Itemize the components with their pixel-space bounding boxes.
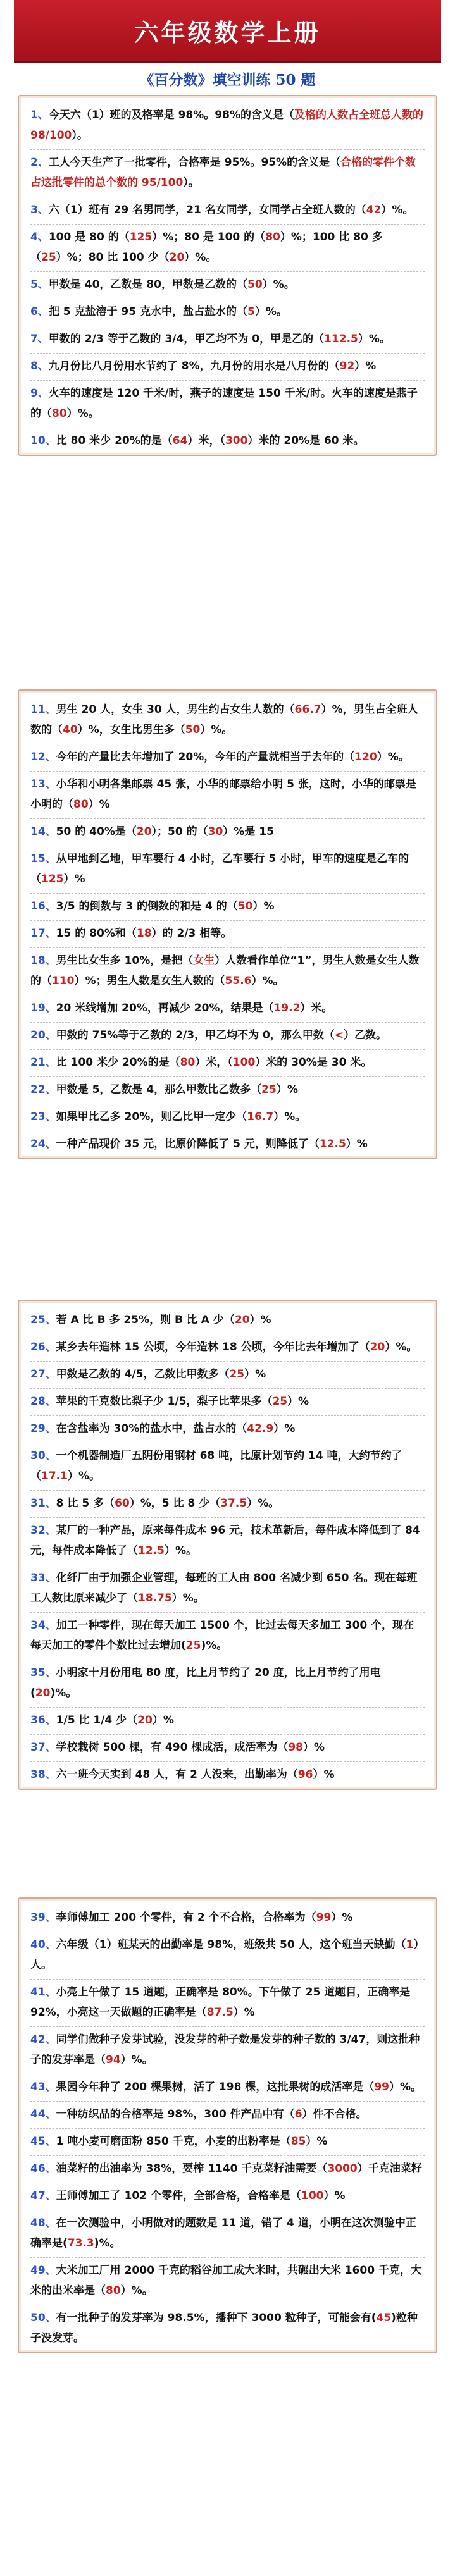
question-number: 28、 (30, 1395, 56, 1408)
answer-text: 45 (376, 2312, 392, 2324)
question-text: ）的 2/3 相等。 (151, 927, 232, 940)
question-item (30, 744, 425, 772)
question-text: ）%。 (273, 1111, 306, 1123)
question-text: ）米的 30%是 30 米。 (255, 1056, 372, 1069)
question-text: ）米，（ (195, 1056, 233, 1069)
question-item (30, 2156, 425, 2183)
question-text: 有一批种子的发芽率为 98.5%，播种下 3000 粒种子，可能会有( (56, 2312, 377, 2324)
question-text: )%。 (201, 1639, 228, 1652)
question-item (30, 354, 425, 381)
question-text: ）人数看作单位“1”，男生人数是女生人数的（ (30, 954, 420, 987)
question-text: 六年级（1）班某天的出勤率是 98%，班级共 50 人，这个班当天缺勤（ (56, 1938, 406, 1951)
question-number: 21、 (30, 1056, 56, 1069)
question-number: 22、 (30, 1083, 56, 1096)
question-number: 33、 (30, 1572, 56, 1584)
question-text: ）%。 (389, 2081, 422, 2093)
question-text: 今天六（1）班的及格率是 98%。98%的含义是（ (48, 109, 294, 121)
question-text: 某乡去年造林 15 公顷，今年造林 18 公顷，今年比去年增加了（ (56, 1341, 370, 1353)
question-text: ）% (306, 2135, 328, 2148)
question-text: 小亮上午做了 15 道题，正确率是 80%。下午做了 25 道题目，正确率是 92%，小亮这一天做题的正确率是（ (30, 1986, 411, 2019)
answer-text: 125 (129, 231, 153, 243)
question-text: 果园今年种了 200 棵果树，活了 198 棵，这批果树的成活率是（ (56, 2081, 375, 2093)
question-number: 27、 (30, 1368, 56, 1381)
question-text: 甲数的 75%等于乙数的 2/3，甲乙均不为 0，那么甲数（ (56, 1029, 335, 1042)
answer-text: 50 (247, 278, 263, 291)
question-text: ）% (331, 1911, 353, 1924)
question-number: 35、 (30, 1667, 56, 1679)
page-subtitle: 《百分数》填空训练 50 题 (139, 71, 316, 89)
question-text: )粒种子没发芽。 (30, 2312, 418, 2345)
question-number: 5、 (30, 278, 49, 291)
question-item (30, 150, 425, 197)
answer-text: 73.3 (67, 2237, 94, 2250)
question-text: 50 的 40%是（ (56, 825, 137, 838)
answer-text: 80 (52, 407, 67, 420)
question-item (30, 1307, 425, 1334)
question-text: 如果甲比乙多 20%，则乙比甲一定少（ (56, 1111, 247, 1123)
question-text: 同学们做种子发芽试验，没发芽的种子数是发芽的种子数的 3/47，则这批种子的发芽率是（ (30, 2033, 420, 2066)
question-number: 13、 (30, 778, 56, 791)
answer-text: 5 (247, 305, 255, 318)
question-number: 46、 (30, 2162, 56, 2175)
question-number: 19、 (30, 1002, 56, 1014)
question-item (30, 2210, 425, 2258)
question-text: ）% (346, 1138, 368, 1150)
question-number: 42、 (30, 2033, 56, 2046)
question-text: ）% (88, 798, 110, 811)
question-text: 100 是 80 的（ (48, 231, 130, 243)
question-number: 36、 (30, 1714, 56, 1727)
question-number: 40、 (30, 1938, 56, 1951)
answer-text: 19.2 (273, 1002, 301, 1014)
question-item (30, 381, 425, 428)
answer-text: 20 (35, 1687, 51, 1699)
answer-text: 42.9 (247, 1422, 274, 1435)
question-item (30, 299, 425, 326)
question-text: 六（1）班有 29 名男同学，21 名女同学，女同学占全班人数的（ (48, 204, 366, 216)
question-number: 29、 (30, 1422, 56, 1435)
question-text: 油菜籽的出油率为 38%，要榨 1140 千克菜籽油需要（ (56, 2162, 328, 2175)
answer-text: 80 (180, 1056, 196, 1069)
question-text: ）% (313, 1768, 335, 1781)
question-text: ）%。 (358, 333, 390, 345)
question-text: ）%；80 是 100 的（ (152, 231, 266, 243)
question-number: 4、 (30, 231, 49, 243)
question-text: ）% (244, 1368, 266, 1381)
answer-text: 92 (339, 360, 355, 373)
question-text: ）%。 (381, 204, 414, 216)
answer-text: 16.7 (247, 1111, 274, 1123)
question-text: ）%。 (254, 305, 287, 318)
question-number: 47、 (30, 2190, 56, 2202)
question-text: 工人今天生产了一批零件，合格率是 95%。95%的含义是（ (48, 156, 341, 169)
question-number: 30、 (30, 1450, 56, 1462)
question-panel-2 (18, 689, 437, 1159)
question-text: ）%。 (385, 1341, 418, 1353)
question-item (30, 1104, 425, 1131)
question-panel-1 (18, 95, 437, 456)
answer-text: 80 (106, 2284, 121, 2297)
question-item (30, 1131, 425, 1158)
question-text: 某厂的一种产品，原来每件成本 96 元，技术革新后，每件成本降低到了 84 元，每件成本降低了（ (30, 1524, 420, 1557)
question-text: ）%，女生比男生多（ (77, 724, 185, 736)
answer-text: 110 (52, 975, 75, 987)
question-text: 甲数是乙数的 4/5，乙数比甲数多（ (56, 1368, 230, 1381)
question-text: 20 米线增加 20%，再减少 20%，结果是（ (56, 1002, 274, 1014)
question-text: ）千克油菜籽 (357, 2162, 422, 2175)
question-text: 1 吨小麦可磨面粉 850 千克，小麦的出粉率是（ (56, 2135, 291, 2148)
question-text: ）%。 (200, 724, 233, 736)
question-text: 比 100 米少 20%的是（ (56, 1056, 180, 1069)
question-item (30, 2074, 425, 2102)
question-item (30, 1980, 425, 2027)
answer-text: 80 (265, 231, 280, 243)
question-text: ）%，5 比 8 少（ (129, 1497, 221, 1510)
question-text: 从甲地到乙地，甲车要行 4 小时，乙车要行 5 小时，甲车的速度是乙车的（ (30, 853, 409, 885)
question-item (30, 1077, 425, 1104)
question-text: ）米，（ (187, 434, 225, 447)
question-number: 39、 (30, 1911, 56, 1924)
question-text: 学校栽树 500 棵，有 490 棵成活，成活率为（ (56, 1741, 289, 1754)
question-number: 16、 (30, 900, 56, 913)
question-text: 比 80 米少 20%的是（ (56, 434, 173, 447)
question-item (30, 921, 425, 948)
question-text: 甲数是 5，乙数是 4，那么甲数比乙数多（ (56, 1083, 262, 1096)
question-text: 加工一种零件，现在每天加工 1500 个，比过去每天多加工 300 个，现在每天加工的零件个数比过去增加( (30, 1619, 414, 1652)
question-item (30, 1762, 425, 1789)
answer-text: 25 (261, 1083, 277, 1096)
question-item (30, 1613, 425, 1660)
question-text: 今年的产量比去年增加了 20%，今年的产量就相当于去年的（ (56, 751, 355, 763)
question-item (30, 1708, 425, 1735)
answer-text: 94 (106, 2054, 121, 2066)
answer-text: 66.7 (294, 703, 321, 716)
question-number: 50、 (30, 2312, 56, 2324)
question-number: 48、 (30, 2217, 56, 2229)
question-item (30, 1023, 425, 1050)
answer-text: 120 (354, 751, 377, 763)
question-text: 甲数是 40，乙数是 80，甲数是乙数的（ (48, 278, 247, 291)
question-text: ）% (273, 1422, 296, 1435)
question-text: ）% (354, 360, 377, 373)
question-item (30, 819, 425, 846)
question-text: 一种纺织品的合格率是 98%，300 件产品中有（ (56, 2108, 295, 2121)
question-item (30, 697, 425, 744)
question-text: )%。 (50, 1687, 77, 1699)
answer-text: 20 (370, 1341, 385, 1353)
question-text: ）%。 (120, 2284, 153, 2297)
answer-text: 42 (366, 204, 382, 216)
question-text: ）% (276, 1083, 298, 1096)
question-number: 38、 (30, 1768, 56, 1781)
question-number: 31、 (30, 1497, 56, 1510)
question-item (30, 1660, 425, 1708)
question-item (30, 1491, 425, 1518)
answer-text: 85 (290, 2135, 306, 2148)
answer-text: 125 (41, 873, 64, 885)
question-item (30, 2129, 425, 2156)
question-number: 8、 (30, 360, 49, 373)
answer-text: 20 (137, 1714, 153, 1727)
question-text: 六一班今天实到 48 人，有 2 人没来，出勤率为（ (56, 1768, 298, 1781)
answer-text: 18 (136, 927, 152, 940)
answer-text: 25 (229, 1368, 245, 1381)
question-number: 1、 (30, 109, 49, 121)
question-text: 男生 20 人，女生 30 人，男生约占女生人数的（ (56, 703, 295, 716)
answer-text: 100 (301, 2190, 324, 2202)
question-text: ）% (63, 873, 85, 885)
question-number: 6、 (30, 305, 49, 318)
question-text: ）% (287, 1395, 309, 1408)
question-item (30, 772, 425, 819)
question-text: 化纤厂由于加强企业管理，每班的工人由 800 名减少到 650 名。现在每班工人数比原来减少了（ (30, 1572, 418, 1605)
question-number: 24、 (30, 1138, 56, 1150)
question-item (30, 1518, 425, 1565)
answer-text: 64 (172, 434, 188, 447)
answer-text: 25 (185, 1639, 201, 1652)
answer-text: 300 (225, 434, 248, 447)
question-number: 25、 (30, 1314, 56, 1326)
question-number: 14、 (30, 825, 56, 838)
answer-text: 20 (136, 825, 152, 838)
answer-text: 37.5 (220, 1497, 247, 1510)
question-text: 李师傅加工 200 个零件，有 2 个不合格，合格率为（ (56, 1911, 316, 1924)
question-item (30, 2183, 425, 2210)
question-item (30, 428, 425, 455)
answer-text: 20 (169, 251, 185, 264)
page-title: 六年级数学上册 (134, 18, 321, 47)
question-number: 37、 (30, 1741, 56, 1754)
question-item (30, 225, 425, 272)
question-text: 3/5 的倒数与 3 的倒数的和是 4 的（ (56, 900, 238, 913)
question-number: 32、 (30, 1524, 56, 1537)
question-text: ）%。 (171, 1592, 204, 1605)
question-item (30, 2305, 425, 2352)
question-number: 2、 (30, 156, 49, 169)
answer-text: 99 (374, 2081, 389, 2093)
question-text: 甲数的 2/3 等于乙数的 3/4，甲乙均不为 0，甲是乙的（ (48, 333, 325, 345)
question-item (30, 1050, 425, 1077)
question-text: 把 5 克盐溶于 95 克水中，盐占盐水的（ (48, 305, 248, 318)
question-number: 17、 (30, 927, 56, 940)
answer-text: 25 (272, 1395, 288, 1408)
question-item (30, 1334, 425, 1362)
question-text: ）% (249, 1314, 271, 1326)
question-text: ）%。 (66, 407, 99, 420)
question-item (30, 2102, 425, 2129)
question-text: 若 A 比 B 多 25%，则 B 比 A 少（ (56, 1314, 235, 1326)
question-item (30, 102, 425, 150)
question-text: ）%，男生占全班人数的（ (30, 703, 418, 736)
question-text: ）。 (72, 129, 88, 142)
answer-text: 87.5 (206, 2006, 234, 2019)
question-item (30, 846, 425, 894)
question-text: 火车的速度是 120 千米/时，燕子的速度是 150 千米/时。火车的速度是燕子的（ (30, 387, 418, 420)
question-number: 11、 (30, 703, 56, 716)
answer-text: 合格的零件个数占这批零件的总个数的 95/100 (30, 156, 416, 189)
question-text: ）%。 (377, 751, 409, 763)
question-text: 1/5 比 1/4 少（ (56, 1714, 138, 1727)
answer-text: 6 (294, 2108, 302, 2121)
answer-text: 3000 (327, 2162, 358, 2175)
question-text: ）%。 (67, 1470, 100, 1482)
question-text: ）；50 的（ (151, 825, 208, 838)
question-text: ）%。 (120, 2054, 153, 2066)
answer-text: < (334, 1029, 344, 1042)
question-item (30, 1389, 425, 1416)
question-text: ）%；男生人数是女生人数的（ (74, 975, 225, 987)
question-text: ）% (152, 1714, 174, 1727)
question-text: ）% (303, 1741, 325, 1754)
question-text: ）%。 (184, 251, 217, 264)
question-text: ）%是 15 (223, 825, 274, 838)
question-text: ）% (233, 2006, 255, 2019)
question-item (30, 272, 425, 299)
question-text: 一个机器制造厂五阴份用钢材 68 吨，比原计划节约 14 吨，大约节约了（ (30, 1450, 402, 1482)
answer-text: 50 (237, 900, 253, 913)
question-text: 小华和小明各集邮票 45 张，小华的邮票给小明 5 张，这时，小华的邮票是小明的（ (30, 778, 416, 811)
question-number: 7、 (30, 333, 49, 345)
answer-text: 12.5 (319, 1138, 346, 1150)
question-number: 41、 (30, 1986, 56, 1999)
question-text: ）% (252, 900, 275, 913)
question-item (30, 2027, 425, 2074)
answer-text: 99 (316, 1911, 332, 1924)
answer-text: 18.75 (138, 1592, 172, 1605)
answer-text: 40 (63, 724, 78, 736)
question-text: 在含盐率为 30%的盐水中，盐占水的（ (56, 1422, 247, 1435)
question-text: 8 比 5 多（ (56, 1497, 115, 1510)
answer-text: 17.1 (41, 1470, 68, 1482)
answer-text: 12.5 (138, 1544, 165, 1557)
answer-text: 98 (288, 1741, 303, 1754)
question-number: 9、 (30, 387, 49, 400)
question-number: 49、 (30, 2264, 56, 2277)
question-text: ）米。 (300, 1002, 333, 1014)
question-panel-4 (18, 1897, 437, 2353)
question-text: ）件不合格。 (302, 2108, 367, 2121)
question-text: )%。 (94, 2237, 121, 2250)
answer-text: 112.5 (324, 333, 358, 345)
question-text: ）乙数。 (344, 1029, 387, 1042)
question-text: ）%。 (164, 1544, 197, 1557)
question-text: ）% (323, 2190, 346, 2202)
question-item (30, 948, 425, 995)
question-number: 43、 (30, 2081, 56, 2093)
question-number: 15、 (30, 853, 56, 865)
question-text: 一种产品现价 35 元，比原价降低了 5 元，则降低了（ (56, 1138, 320, 1150)
question-text: ）%。 (251, 975, 284, 987)
question-number: 18、 (30, 954, 56, 967)
question-number: 44、 (30, 2108, 56, 2121)
question-number: 12、 (30, 751, 56, 763)
question-number: 10、 (30, 434, 56, 447)
answer-text: 96 (297, 1768, 313, 1781)
question-text: 在一次测验中，小明做对的题数是 11 道，错了 4 道，小明在这次测验中正确率是( (30, 2217, 416, 2250)
question-item (30, 1362, 425, 1389)
title-banner (14, 0, 441, 63)
question-text: ）%；80 比 100 少（ (56, 251, 170, 264)
question-item (30, 1735, 425, 1762)
answer-text: 及格的人数占全班总人数的 98/100 (30, 109, 423, 142)
question-item (30, 2258, 425, 2305)
question-item (30, 1443, 425, 1491)
question-text: ）%；100 比 80 多（ (30, 231, 383, 264)
question-panel-3 (18, 1300, 437, 1790)
answer-text: 20 (234, 1314, 250, 1326)
answer-text: 30 (208, 825, 223, 838)
question-item (30, 894, 425, 921)
question-text: 王师傅加工了 102 个零件，全部合格，合格率是（ (56, 2190, 301, 2202)
question-text: 九月份比八月份用水节约了 8%，九月份的用水是八月份的（ (48, 360, 340, 373)
answer-text: 60 (115, 1497, 130, 1510)
question-text: ）%。 (262, 278, 295, 291)
question-text: 小明家十月份用电 80 度，比上月节约了 20 度，比上月节约了用电( (30, 1667, 381, 1699)
answer-text: 80 (73, 798, 89, 811)
answer-text: 25 (41, 251, 56, 264)
question-item (30, 326, 425, 354)
question-item (30, 197, 425, 225)
question-text: ）%。 (247, 1497, 280, 1510)
question-number: 23、 (30, 1111, 56, 1123)
answer-text: 女生 (193, 954, 215, 967)
question-item (30, 1416, 425, 1443)
question-item (30, 1905, 425, 1932)
question-text: 男生比女生多 10%，是把（ (56, 954, 194, 967)
question-text: 15 的 80%和（ (56, 927, 137, 940)
answer-text: 50 (185, 724, 201, 736)
question-text: 苹果的千克数比梨子少 1/5，梨子比苹果多（ (56, 1395, 273, 1408)
question-number: 45、 (30, 2135, 56, 2148)
question-item (30, 1932, 425, 1980)
question-text: ）。 (183, 176, 199, 189)
question-number: 3、 (30, 204, 49, 216)
question-item (30, 1565, 425, 1613)
answer-text: 1 (406, 1938, 414, 1951)
question-number: 20、 (30, 1029, 56, 1042)
question-text: ）人。 (30, 1938, 425, 1971)
question-item (30, 995, 425, 1023)
answer-text: 55.6 (225, 975, 252, 987)
question-text: ）米的 20%是 60 米。 (247, 434, 365, 447)
question-text: 大米加工厂用 2000 千克的稻谷加工成大米时，共碾出大米 1600 千克，大米的出米率是（ (30, 2264, 421, 2297)
question-number: 34、 (30, 1619, 56, 1632)
answer-text: 100 (232, 1056, 256, 1069)
question-number: 26、 (30, 1341, 56, 1353)
